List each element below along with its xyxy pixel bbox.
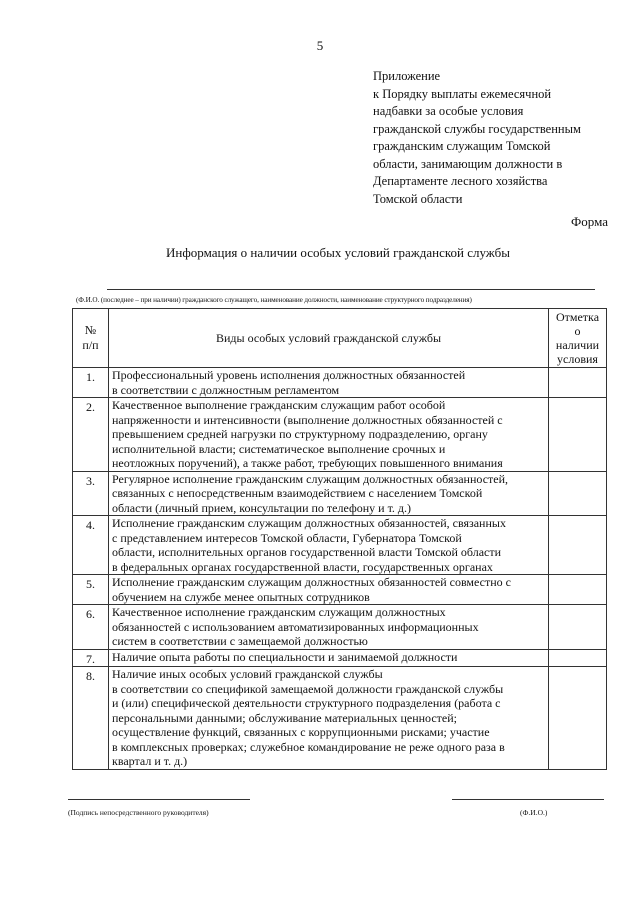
row-description-line: исполнительной власти; систематическое выполнение срочных и: [112, 441, 446, 456]
row-description-line: напряженности и интенсивности (выполнение должностных обязанностей с: [112, 412, 503, 427]
row-description: [109, 471, 549, 516]
row-number: 7.: [73, 649, 109, 667]
row-mark-cell[interactable]: [549, 398, 607, 472]
header-num: [73, 309, 109, 368]
row-description-line: квартал и т. д.): [112, 754, 188, 768]
signature-caption-manager: (Подпись непосредственного руководителя): [68, 808, 209, 817]
row-number: 2.: [73, 398, 109, 472]
row-description-line: Наличие иных особых условий гражданской службы: [112, 667, 383, 681]
row-description-line: неотложных поручений), а также работ, требующих повышенного внимания: [112, 456, 503, 470]
row-description-line: связанных с непосредственным взаимодействием с населением Томской: [112, 486, 483, 500]
row-number: 1.: [73, 368, 109, 398]
row-number: 4.: [73, 516, 109, 575]
appendix-line: к Порядку выплаты ежемесячной: [373, 86, 552, 101]
fio-underline: [107, 289, 595, 290]
row-description-line: Качественное исполнение гражданским служащим должностных: [112, 605, 446, 619]
conditions-table: [72, 308, 607, 770]
appendix-line: Департаменте лесного хозяйства: [373, 174, 548, 188]
row-number: 5.: [73, 575, 109, 605]
row-description: [109, 368, 549, 398]
appendix-line: надбавки за особые условия: [373, 104, 524, 118]
row-description-line: в комплексных проверках; служебное командирование не реже одного раза в: [112, 739, 505, 754]
row-description-line: Исполнение гражданским служащим должностных обязанностей, связанных: [112, 516, 506, 530]
row-description-line: систем в соответствии с замещаемой должностью: [112, 634, 368, 648]
appendix-line: гражданской службы государственным: [373, 121, 581, 136]
row-description-line: Профессиональный уровень исполнения должностных обязанностей: [112, 368, 466, 382]
row-description: [109, 398, 549, 472]
row-description-line: Исполнение гражданским служащим должностных обязанностей совместно с: [112, 575, 511, 589]
row-description-line: Качественное выполнение гражданским служащим работ особой: [112, 398, 446, 412]
appendix-line: Приложение: [373, 69, 441, 83]
row-description-line: персональными данными; обслуживание материальных ценностей;: [112, 710, 457, 725]
table-row: [73, 667, 607, 770]
appendix-block: [373, 68, 623, 208]
row-number: 8.: [73, 667, 109, 770]
appendix-line: области, занимающим должности в: [373, 156, 563, 171]
header-num-symbol: №: [84, 323, 97, 337]
form-label: Форма: [571, 214, 608, 229]
row-mark-cell[interactable]: [549, 471, 607, 516]
table-row: [73, 605, 607, 650]
row-description-line: в федеральных органах государственной власти, государственных органах: [112, 559, 493, 574]
table-row: [73, 368, 607, 398]
row-description: [109, 649, 549, 667]
row-description-line: Наличие опыта работы по специальности и занимаемой должности: [112, 649, 458, 664]
appendix-line: Томской области: [373, 191, 463, 206]
row-description: [109, 516, 549, 575]
row-mark-cell[interactable]: [549, 649, 607, 667]
signature-line-manager: [68, 799, 250, 800]
row-description-line: Регулярное исполнение гражданским служащим должностных обязанностей,: [112, 471, 509, 486]
row-description: [109, 605, 549, 650]
row-number: 6.: [73, 605, 109, 650]
table-row: [73, 471, 607, 516]
row-description-line: в соответствии с должностным регламентом: [112, 382, 340, 397]
row-description-line: в соответствии со спецификой замещаемой должности гражданской службы: [112, 681, 504, 696]
header-mark-line: о: [574, 324, 581, 338]
row-mark-cell[interactable]: [549, 368, 607, 398]
row-description-line: осуществление функций, связанных с коррупционными рисками; участие: [112, 725, 490, 739]
header-mark-line: Отметка: [555, 310, 600, 324]
row-description: [109, 575, 549, 605]
row-description-line: области, исполнительных органов государственной власти Томской области: [112, 545, 502, 559]
row-number: 3.: [73, 471, 109, 516]
header-mark-line: наличии: [555, 338, 600, 352]
appendix-line: гражданским служащим Томской: [373, 139, 551, 153]
header-mark: [549, 309, 607, 368]
row-mark-cell[interactable]: [549, 605, 607, 650]
row-mark-cell[interactable]: [549, 516, 607, 575]
table-row: [73, 516, 607, 575]
table-row: [73, 575, 607, 605]
row-description-line: с представлением интересов Томской области, Губернатора Томской: [112, 530, 462, 545]
row-description-line: превышением средней нагрузки по структурному подразделению, органу: [112, 427, 488, 441]
document-title: Информация о наличии особых условий гражданской службы: [166, 245, 510, 260]
row-mark-cell[interactable]: [549, 575, 607, 605]
header-types: Виды особых условий гражданской службы: [109, 309, 549, 368]
row-mark-cell[interactable]: [549, 667, 607, 770]
fio-caption: (Ф.И.О. (последнее – при наличии) гражданского служащего, наименование должности, наименование структурного подразделения): [76, 296, 472, 304]
row-description: [109, 667, 549, 770]
table-row: [73, 398, 607, 472]
header-num-sub: п/п: [82, 338, 99, 352]
row-description-line: и (или) специфической деятельности структурного подразделения (работа с: [112, 696, 501, 710]
signature-caption-fio: (Ф.И.О.): [520, 808, 548, 817]
signature-line-fio: [452, 799, 604, 800]
header-mark-line: условия: [557, 352, 598, 366]
row-description-line: обязанностей с использованием автоматизированных информационных: [112, 619, 479, 634]
row-description-line: области (личный прием, консультации по телефону и т. д.): [112, 500, 412, 515]
row-description-line: обучением на службе менее опытных сотрудников: [112, 589, 370, 604]
page-number: 5: [316, 38, 324, 53]
table-row: [73, 649, 607, 667]
